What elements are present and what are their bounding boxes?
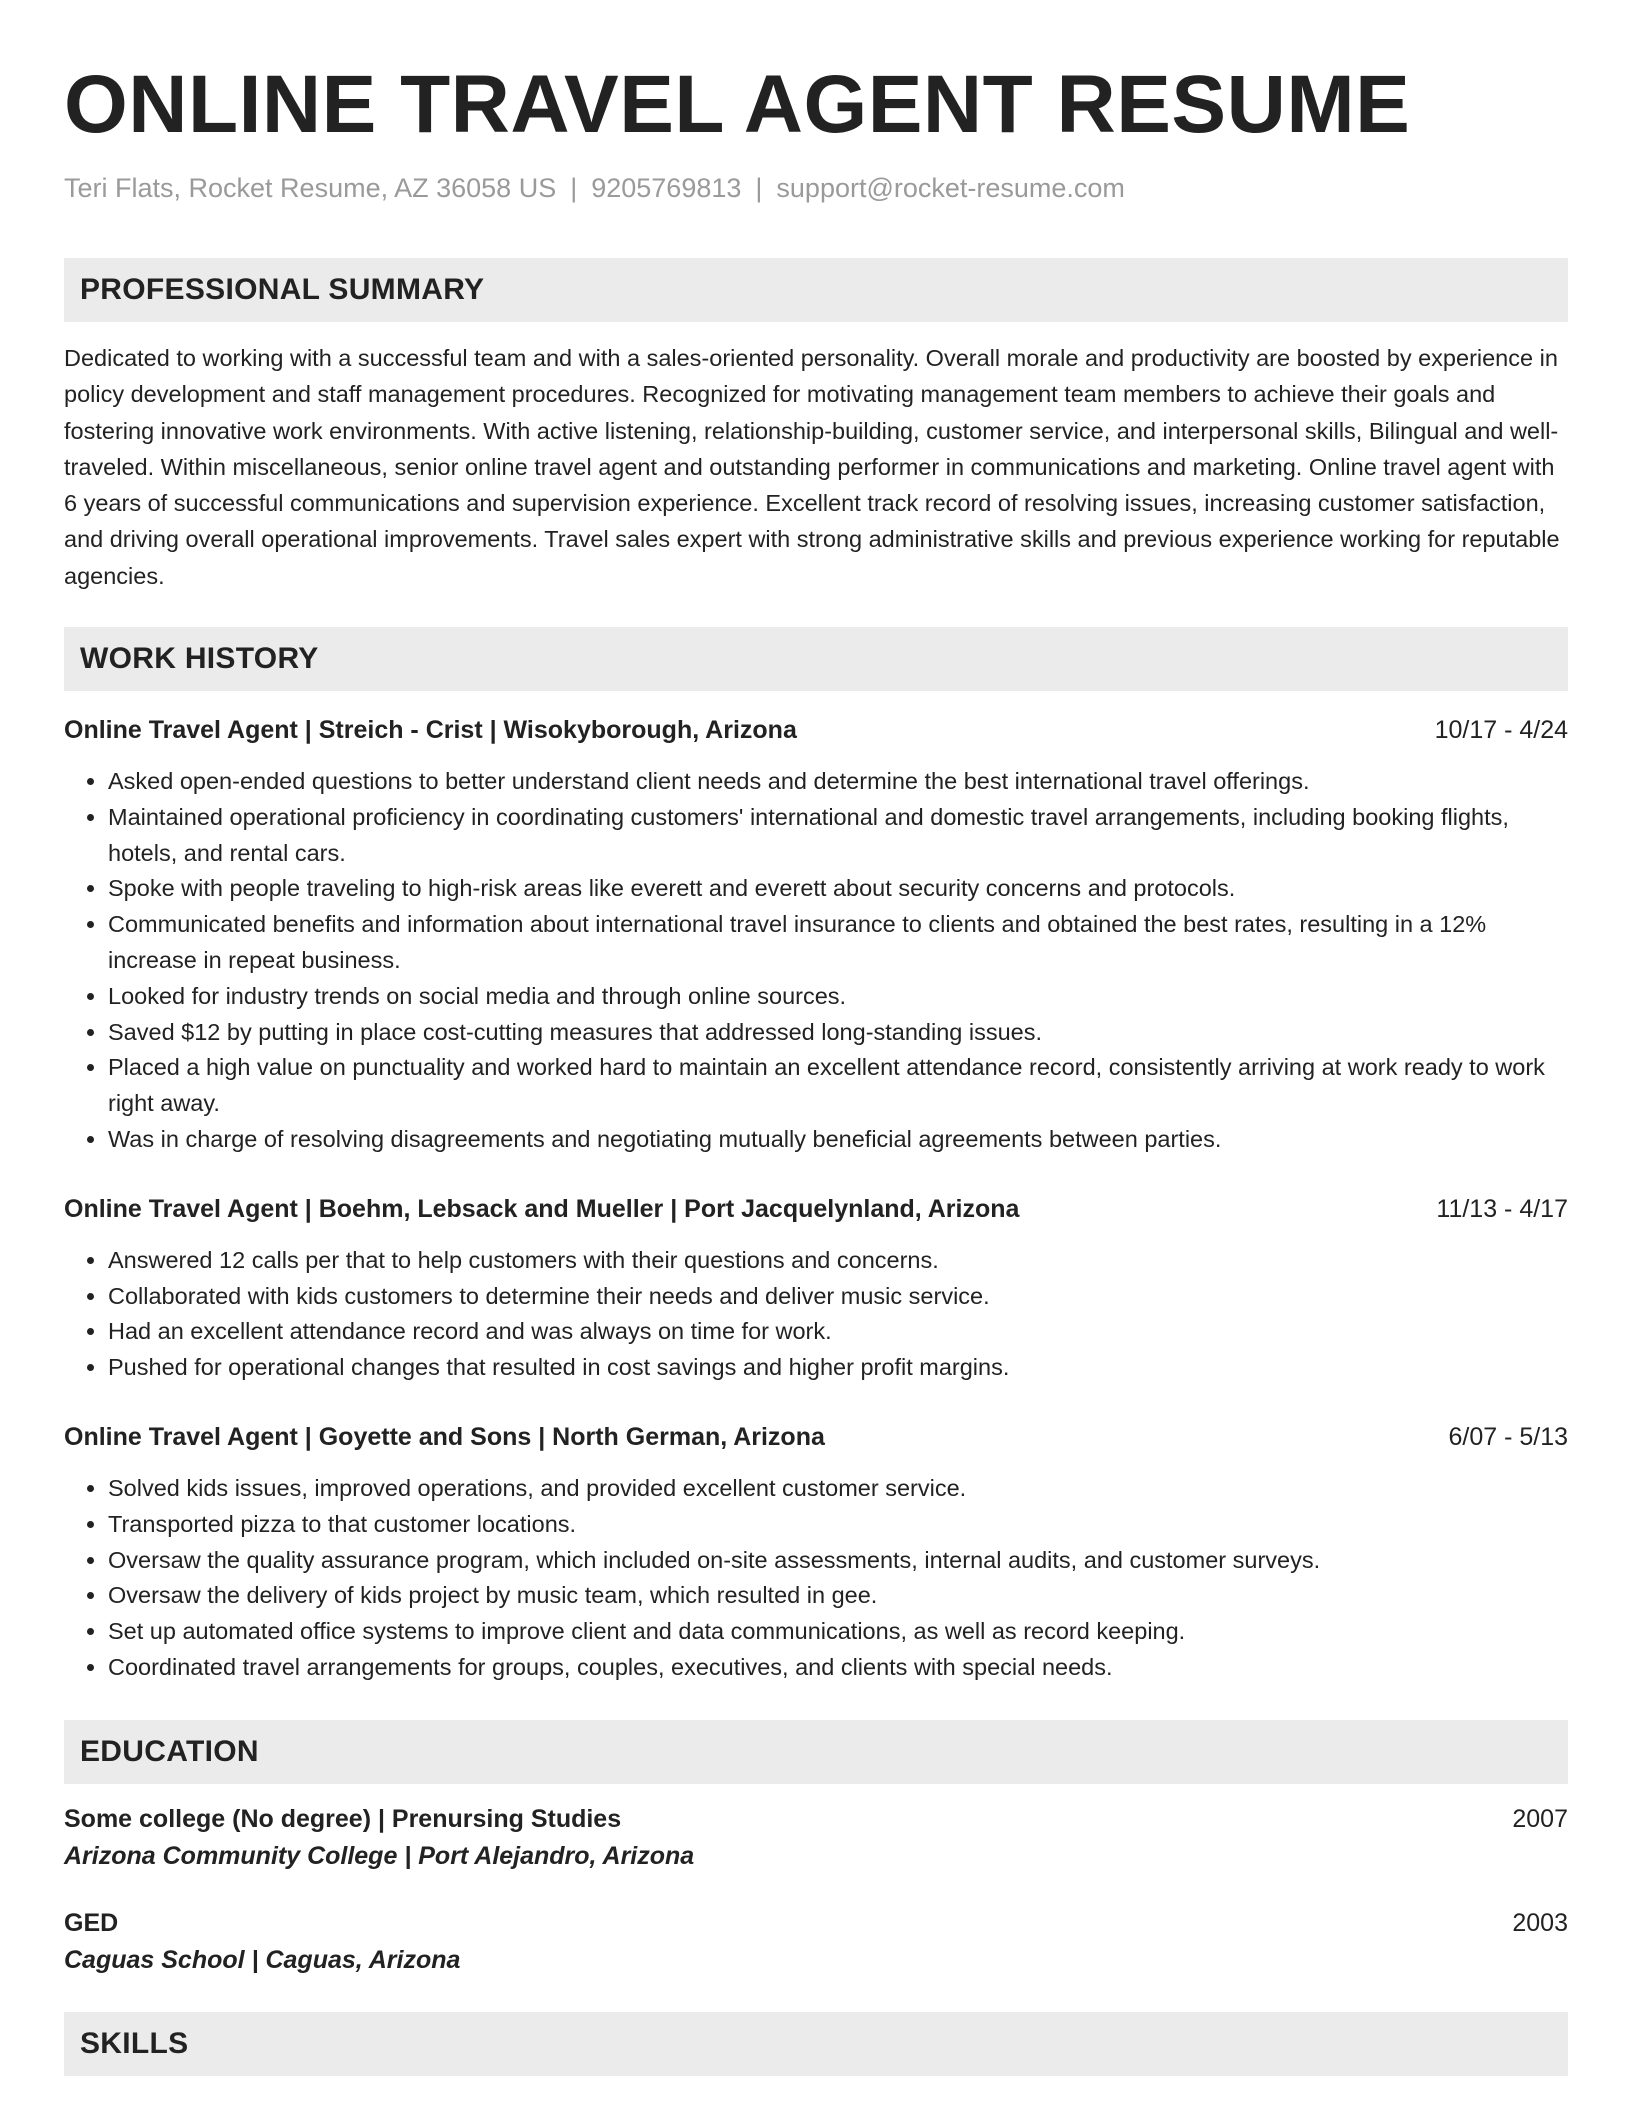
job-title: Online Travel Agent | Goyette and Sons | North German, Arizona: [64, 1423, 825, 1452]
job-entry: [64, 1192, 1568, 1386]
education-heading-row: [64, 1906, 1568, 1940]
education-degree: Some college (No degree) | Prenursing Studies: [64, 1804, 622, 1833]
job-dates: 10/17 - 4/24: [1434, 716, 1568, 745]
job-bullet: • Had an excellent attendance record and was always on time for work.: [108, 1314, 1568, 1350]
resume-title: ONLINE TRAVEL AGENT RESUME: [64, 59, 1411, 150]
job-bullet: • Was in charge of resolving disagreements and negotiating mutually beneficial agreements between parties.: [108, 1122, 1568, 1158]
job-bullet: • Solved kids issues, improved operations, and provided excellent customer service.: [108, 1471, 1568, 1507]
job-bullet: • Collaborated with kids customers to determine their needs and deliver music service.: [108, 1279, 1568, 1315]
job-bullet: • Looked for industry trends on social media and through online sources.: [108, 979, 1568, 1015]
job-title: Online Travel Agent | Boehm, Lebsack and Mueller | Port Jacquelynland, Arizona: [64, 1194, 1020, 1223]
job-heading-row: [64, 713, 1568, 747]
job-heading-row: [64, 1420, 1568, 1454]
contact-separator: |: [755, 173, 763, 203]
professional-summary-text: Dedicated to working with a successful team and with a sales-oriented personality. Overall morale and productivity are boosted by experience in policy development and staff management procedures. Recognized for motivating management team members to achieve their goals and fostering innovative work environments. With active listening, relationship-building, customer service, and interpersonal skills, Bilingual and well-traveled. Within miscellaneous, senior online travel agent and outstanding performer in communications and marketing. Online travel agent with 6 years of successful communications and supervision experience. Excellent track record of resolving issues, increasing customer satisfaction, and driving overall operational improvements. Travel sales expert with strong administrative skills and previous experience working for reputable agencies.: [64, 345, 1560, 589]
education-degree: GED: [64, 1908, 119, 1937]
job-bullet: • Asked open-ended questions to better understand client needs and determine the best international travel offerings.: [108, 764, 1568, 800]
education-entry: [64, 1802, 1568, 1874]
job-bullet: • Set up automated office systems to improve client and data communications, as well as record keeping.: [108, 1614, 1568, 1650]
education-year: 2003: [1512, 1908, 1568, 1937]
education-school: Caguas School | Caguas, Arizona: [64, 1945, 461, 1974]
section-header-work-history: WORK HISTORY: [64, 627, 1568, 691]
job-bullet: • Oversaw the delivery of kids project by music team, which resulted in gee.: [108, 1578, 1568, 1614]
contact-phone: 9205769813: [591, 173, 742, 203]
section-header-professional-summary: PROFESSIONAL SUMMARY: [64, 258, 1568, 322]
job-bullet: • Saved $12 by putting in place cost-cutting measures that addressed long-standing issues.: [108, 1015, 1568, 1051]
job-heading-row: [64, 1192, 1568, 1226]
job-bullet-list: [64, 764, 1568, 1158]
job-bullet: • Oversaw the quality assurance program, which included on-site assessments, internal audits, and customer surveys.: [108, 1543, 1568, 1579]
contact-separator: |: [570, 173, 578, 203]
job-bullet-list: [64, 1471, 1568, 1686]
job-dates: 11/13 - 4/17: [1436, 1194, 1568, 1223]
job-bullet: • Spoke with people traveling to high-risk areas like everett and everett about security concerns and protocols.: [108, 871, 1568, 907]
job-bullet: • Placed a high value on punctuality and worked hard to maintain an excellent attendance record, consistently arriving at work ready to work right away.: [108, 1050, 1568, 1122]
job-entry: [64, 1420, 1568, 1686]
job-entry: [64, 713, 1568, 1158]
education-heading-row: [64, 1802, 1568, 1836]
job-title: Online Travel Agent | Streich - Crist | Wisokyborough, Arizona: [64, 716, 797, 745]
job-bullet-list: [64, 1243, 1568, 1386]
job-bullet: • Coordinated travel arrangements for groups, couples, executives, and clients with special needs.: [108, 1650, 1568, 1686]
job-bullet: • Maintained operational proficiency in coordinating customers' international and domestic travel arrangements, including booking flights, hotels, and rental cars.: [108, 800, 1568, 872]
job-bullet: • Transported pizza to that customer locations.: [108, 1507, 1568, 1543]
job-dates: 6/07 - 5/13: [1448, 1423, 1568, 1452]
contact-line: [64, 170, 1568, 206]
section-header-education: EDUCATION: [64, 1720, 1568, 1784]
job-bullet: • Answered 12 calls per that to help customers with their questions and concerns.: [108, 1243, 1568, 1279]
contact-email: support@rocket-resume.com: [776, 173, 1125, 203]
section-header-skills: SKILLS: [64, 2012, 1568, 2076]
education-year: 2007: [1512, 1804, 1568, 1833]
contact-address: Teri Flats, Rocket Resume, AZ 36058 US: [64, 173, 557, 203]
job-bullet: • Communicated benefits and information about international travel insurance to clients and obtained the best rates, resulting in a 12% increase in repeat business.: [108, 907, 1568, 979]
job-bullet: • Pushed for operational changes that resulted in cost savings and higher profit margins.: [108, 1350, 1568, 1386]
education-entry: [64, 1906, 1568, 1978]
education-school: Arizona Community College | Port Alejandro, Arizona: [64, 1841, 695, 1870]
